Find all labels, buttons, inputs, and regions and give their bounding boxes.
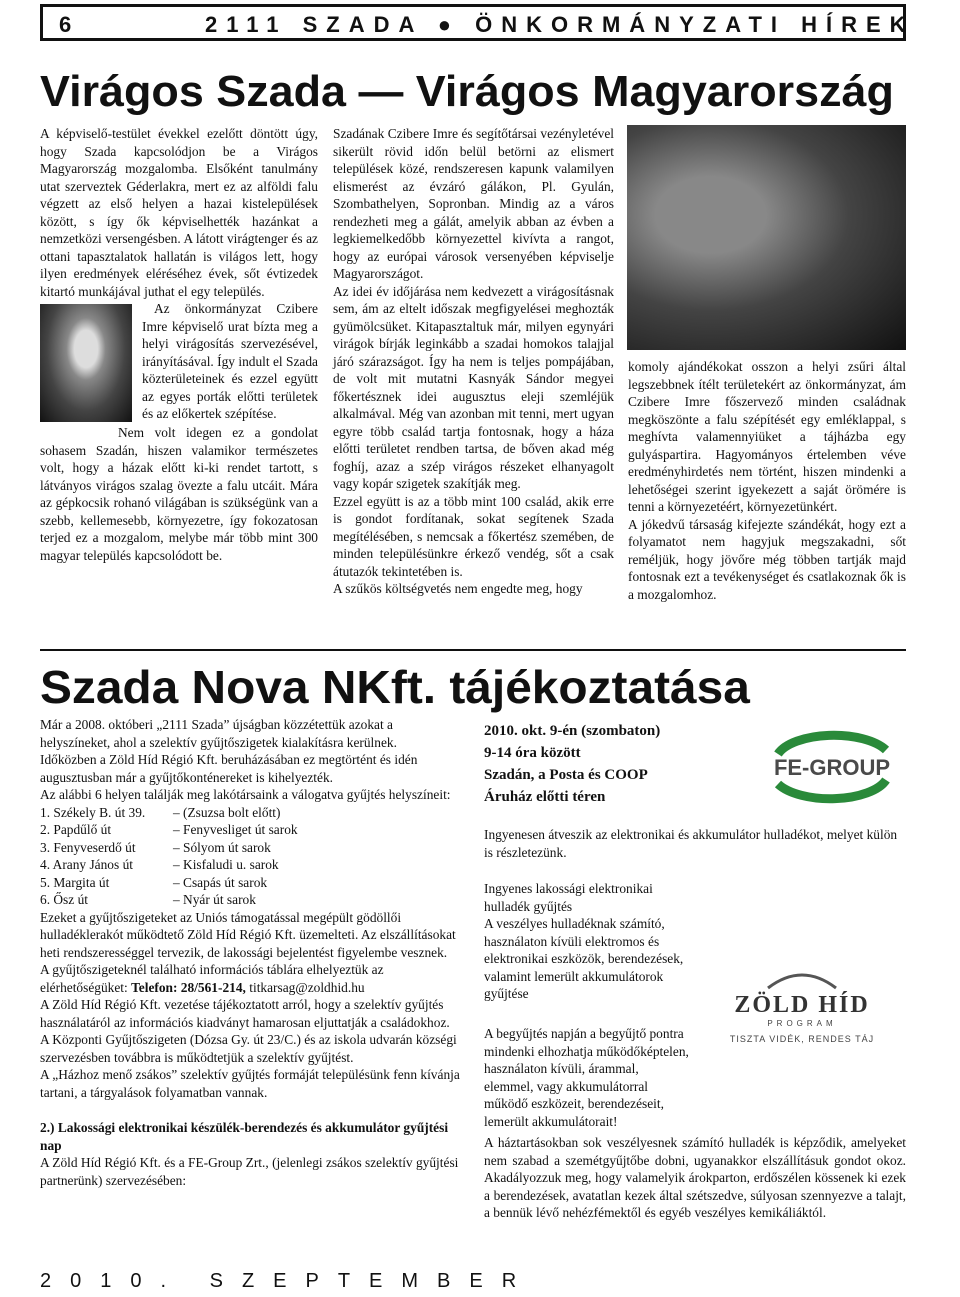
contact-email: titkarsag@zoldhid.hu (245, 979, 365, 995)
info-text: A begyűjtés napján a begyűjtő pontra mindenki elhozhatja működőképtelen, használaton kívüli, árammal, elemmel, vagy akkumulátorral működő eszközeit, berendezéseit, lemerült akkumulátorait! (484, 1026, 689, 1129)
event-line: 9-14 óra között (484, 745, 581, 761)
logo-text: FE-GROUP (773, 755, 891, 780)
location-row (40, 839, 465, 857)
logo-arc-icon (778, 780, 886, 799)
location-detail: – Csapás út sarok (173, 874, 268, 890)
contact-paragraph (40, 961, 465, 996)
article1-paragraph: A képviselő-testület évekkel ezelőtt döntött úgy, hogy Szada kapcsolódjon be a Virágos Magyarország mozgalomba. Elsőként tanulmány utat szerveztek Géderlakra, mert ez az alföldi falu végzett az első helyen a hazai kistelepülések között, s így ők képviselhették hazánkat a nemzetközi versengésben. A látott virágtenger és az ottani tapasztalatok hallatán is világos lett, hogy ilyen eredmények eléréséhez évek, sőt évtizedek kitartó munkájával juthat el egy település. (40, 126, 318, 299)
article1-paragraph: Szadának Czibere Imre és segítőtársai vezényletével sikerült rövid időn belül betörni az elismert települések közé, rendszeresen kapunk valamilyen elismerést az évzáró gálákon, Pl. Gyulán, Szombathelyen, Sopronban. Mindig az a város rendezheti meg a gálát, amelyik abban az évben a legkiemelkedőbb környezettel kivívta a rangot, hogy az európai városok versenyében képviselje Magyarországot. (333, 126, 614, 281)
article1-column-2 (333, 125, 614, 598)
contact-phone: Telefon: 28/561-214, (131, 979, 246, 995)
info-paragraph (484, 1025, 906, 1130)
event-line: Áruház előtti téren (484, 789, 606, 805)
header-bar (40, 4, 915, 41)
article-headline-2: Szada Nova NKft. tájékoztatása (40, 661, 750, 713)
article2-paragraph: A Zöld Híd Régió Kft. és a FE-Group Zrt., (jelenlegi zsákos szelektív gyűjtési partnerünk) szervezésében: (40, 1155, 459, 1188)
article2-paragraph: Az alábbi 6 helyen találják meg lakótársaink a válogatva gyűjtés helyszíneit: (40, 787, 451, 802)
location-street: 1. Székely B. út 39. (40, 804, 146, 820)
article2-paragraph: A „Házhoz menő zsákos” szelektív gyűjtés formáját településünk fenn kívánja tartani, a tárgyalások folyamatban vannak. (40, 1067, 460, 1100)
location-street: 5. Margita út (40, 874, 110, 890)
article2-paragraph: Időközben a Zöld Híd Régió Kft. beruházásában ez megtörtént és idén augusztusban már a gyűjtőkonténereket is kihelyezték. (40, 752, 418, 785)
portrait-photo (40, 304, 132, 422)
info-paragraph: Ingyenesen átveszik az elektronikai és akkumulátor hulladékot, melyet külön is részletezünk. (484, 827, 898, 860)
location-detail: – (Zsuzsa bolt előtt) (173, 804, 281, 820)
location-street: 4. Arany János út (40, 857, 133, 872)
location-detail: – Fenyvesliget út sarok (173, 822, 298, 837)
article2-paragraph: Ezeket a gyűjtőszigeteket az Uniós támogatással megépült gödöllői hulladéklerakót működtető Zöld Híd Régió Kft. üzemelteti. Az elszállításokat heti rendszerességgel tervezik, de lakossági bejelentést figyelembe vesznek. (40, 909, 456, 960)
group-photo (627, 125, 906, 350)
location-detail: – Sólyom út sarok (173, 839, 271, 855)
article1-paragraph: Az önkormányzat Czibere Imre képviselő urat bízta meg a helyi virágosítás szervezésével, irányításával. Így indult el Szada közterületeinek és ezzel együtt az egyes porták előtti területek és az előkertek szépítése. (142, 301, 318, 421)
location-row (40, 821, 465, 839)
header-title: 2111 SZADA ● ÖNKORMÁNYZATI HÍREK (205, 12, 915, 37)
logo-tagline: TISZTA VIDÉK, RENDES TÁJ (729, 1034, 875, 1044)
article1-paragraph: komoly ajándékokat osszon a helyi zsűri által legszebbnek ítélt területekért az önkormányzat, ám Czibere Imre főszervező minden családnak megköszönte a falu szépítését egy emléklappal, s meghívta valamennyiüket a tájházba egy gulyáspartira. Hagyományos értelemben véve eredményhirdetés nem történt, hiszen mindenki a lehetőségei szerint igyekezett a saját örömére is tenni a környezetéért, környezetünkért. (628, 359, 906, 514)
info-heading: Ingyenes lakossági elektronikai hulladék gyűjtés (484, 881, 653, 914)
event-line: Szadán, a Posta és COOP (484, 767, 648, 783)
logo-subtext: PROGRAM (767, 1019, 837, 1028)
subheading: 2.) Lakossági elektronikai készülék-berendezés és akkumulátor gyűjtési nap (40, 1120, 449, 1153)
article2-paragraph: A Zöld Híd Régió Kft. vezetése tájékoztatott arról, hogy a szelektív gyűjtés használatáról az információs kiadványt hamarosan eljuttatják a családokhoz. (40, 997, 450, 1030)
event-details (484, 720, 744, 808)
article1-paragraph: Nem volt idegen ez a gondolat sohasem Szadán, hiszen valamikor természetes volt, hogy a házak előtt ki-ki rendet tartott, s látványos virágos szalag övezte a falu utcáit. Mára az gépkocsik rohanó világában is szükségünk van a szebb, kellemesebb, környezetre, így fokozatosan terjed ez a mozgalom, melybe már több mint 300 magyar település kapcsolódott be. (40, 425, 318, 563)
logo-text: ZÖLD HÍD (734, 992, 870, 1018)
location-row (40, 874, 465, 892)
article2-left-column (40, 716, 465, 1189)
article2-paragraph: A Központi Gyűjtőszigeten (Dózsa Gy. út 23/C.) és az iskola udvarán községi szervezésben továbbra is működtetjük a szelektív gyűjtést. (40, 1032, 457, 1065)
section-divider (40, 649, 906, 651)
article1-paragraph: Az idei év időjárása nem kedvezett a virágosításnak sem, ám az eltelt időszak megfigyelései meghozták gyümölcsüket. Kitapasztaltuk már, milyen egynyári virágok bírják leginkább a szadai homokos talajjal járó szárazságot. Így ha nem is teljes pompájában, de volt mit mutatni Kasnyák Sándor megyei főkertésznek idei augusztus eleji szemléjük alkalmával. Még van azonban mit tenni, mert ugyan egyre több család tartja fontosnak, hogy a háza előtti területet rendben tartsa, de bőven akad még foghíj, azaz a szép virágos részeket elhanyagolt vagy kopár szigetek szakítják meg. (333, 283, 614, 491)
footer-date: 2010. SZEPTEMBER (40, 1270, 536, 1292)
location-street: 6. Ősz út (40, 892, 88, 907)
page-number: 6 (59, 12, 72, 37)
location-row (40, 856, 465, 874)
article1-column-1 (40, 125, 318, 564)
info-paragraph: A háztartásokban sok veszélyesnek számító hulladék is képződik, amelyeket nem szabad a szemétgyűjtőbe dobni, ugyanakkor elszállításuk gondot okoz. Akadályozzuk meg, hogy valamelyik árokparton, erdőszélen kössenek ki ezek a berendezések, avatatlan kezek által szétszedve, súlyosan szennyezve a talajt, a bennük lévő nehézfémektől és egyéb veszélyes kemikáliáktól. (484, 1135, 906, 1220)
article2-paragraph: Már a 2008. októberi „2111 Szada” újságban közzétettük azokat a helyszíneket, ahol a szelektív gyűjtőszigetek kialakításra kerülnek. (40, 717, 397, 750)
article-headline: Virágos Szada — Virágos Magyarország (40, 67, 894, 116)
info-paragraph: A veszélyes hulladéknak számító, használaton kívüli elektromos és elektronikai eszközök, berendezések, valamint lemerült akkumulátorok gyűjtése (484, 916, 684, 1001)
location-row (40, 891, 465, 909)
location-row (40, 804, 465, 822)
info-box (484, 880, 690, 1003)
fe-group-logo (758, 720, 906, 814)
logo-arc-icon (778, 735, 886, 754)
event-line: 2010. okt. 9-én (szombaton) (484, 723, 661, 739)
location-detail: – Nyár út sarok (173, 892, 256, 907)
article1-paragraph: Ezzel együtt is az a több mint 100 család, akik erre is gondot fordítanak, sokat segítenek Szada megítélésében, s nemcsak a főkertész szemében, de minden településünkre érkező vendég, sőt a csak átutazók tekintetében is. (333, 493, 614, 579)
article1-paragraph: A szűkös költségvetés nem engedte meg, hogy (333, 581, 583, 596)
article1-column-3 (628, 358, 906, 603)
bridge-icon (768, 975, 836, 988)
location-detail: – Kisfaludi u. sarok (173, 857, 279, 872)
location-street: 2. Papdűlő út (40, 822, 112, 837)
article1-paragraph: A jókedvű társaság kifejezte szándékát, hogy ezt a folyamatot nem hagyjuk megszakadni, sőt reméljük, hogy jövőre még többen tartják majd fontosnak ezt a tevékenységet és csatlakoznak ők is a mozgalomhoz. (628, 516, 906, 602)
location-street: 3. Fenyveserdő út (40, 839, 136, 855)
contact-intro: A gyűjtőszigeteknél található információs táblára elhelyeztük az elérhetőségüket: (40, 962, 384, 995)
